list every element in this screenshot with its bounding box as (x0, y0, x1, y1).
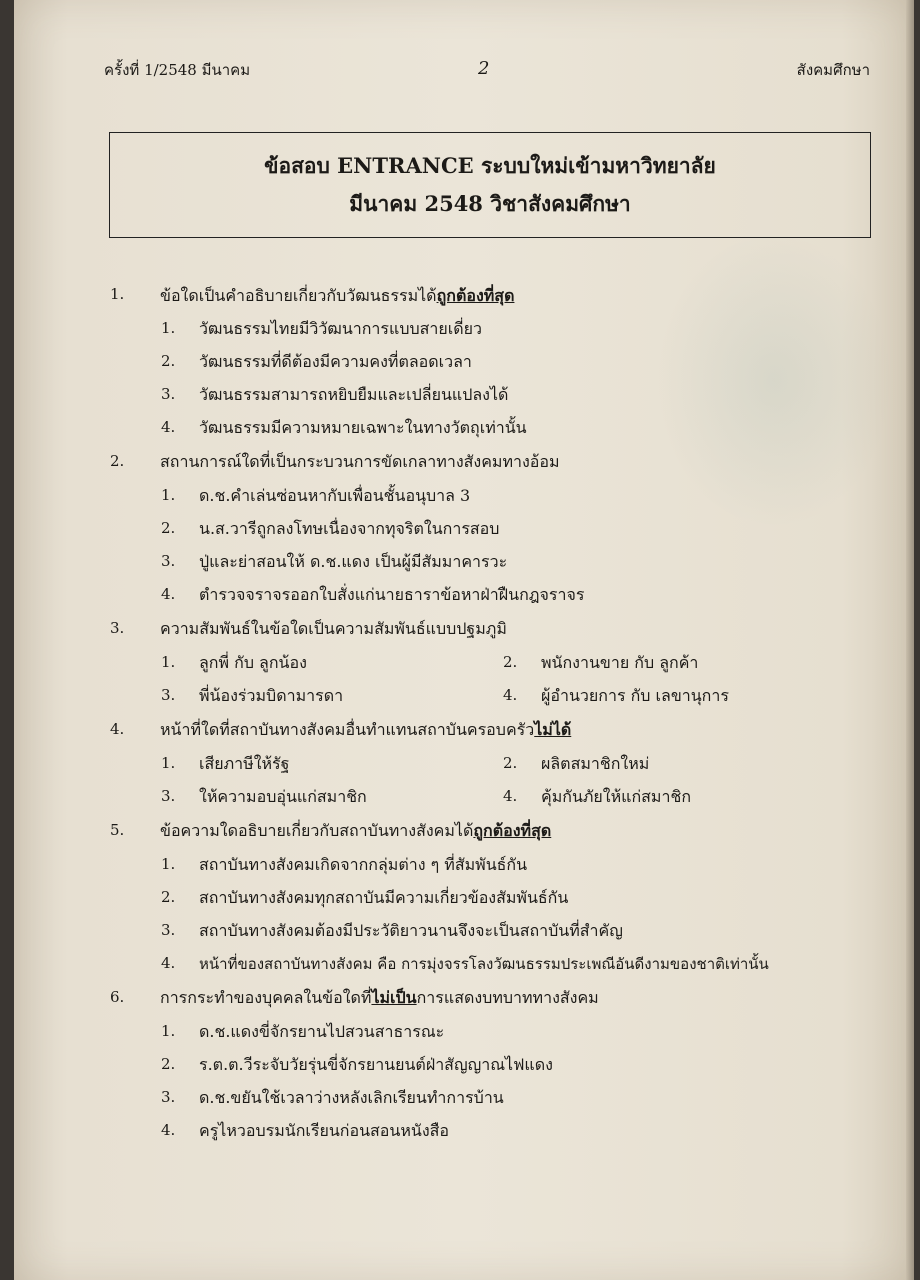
option-text: วัฒนธรรมที่ดีต้องมีความคงที่ตลอดเวลา (199, 352, 472, 371)
question-number: 5. (110, 821, 125, 839)
option-number: 2. (503, 653, 518, 671)
option-number: 2. (161, 352, 176, 370)
question-emphasis: ไม่เป็น (371, 988, 417, 1007)
option-number: 1. (161, 1022, 176, 1040)
option-text: สถาบันทางสังคมทุกสถาบันมีความเกี่ยวข้องสัมพันธ์กัน (199, 888, 569, 907)
option-number: 3. (161, 385, 176, 403)
option-text: ผู้อำนวยการ กับ เลขานุการ (541, 686, 729, 705)
option-text: ครูไหวอบรมนักเรียนก่อนสอนหนังสือ (199, 1121, 449, 1140)
question-text (160, 819, 551, 844)
option-number: 2. (161, 1055, 176, 1073)
question-emphasis: ไม่ได้ (534, 720, 572, 739)
option-text: สถาบันทางสังคมต้องมีประวัติยาวนานจึงจะเป็นสถาบันที่สำคัญ (199, 921, 623, 940)
option-text: วัฒนธรรมมีความหมายเฉพาะในทางวัตถุเท่านั้น (199, 418, 527, 437)
option-text: น.ส.วารีถูกลงโทษเนื่องจากทุจริตในการสอบ (199, 519, 500, 538)
option-number: 4. (161, 1121, 176, 1139)
title-line-2: มีนาคม 2548 วิชาสังคมศึกษา (349, 191, 631, 216)
question-text (160, 284, 514, 309)
question-number: 6. (110, 988, 125, 1006)
option-number: 4. (161, 418, 176, 436)
option-number: 3. (161, 787, 176, 805)
header-left: ครั้งที่ 1/2548 มีนาคม (104, 61, 251, 79)
option-text: ด.ช.ขยันใช้เวลาว่างหลังเลิกเรียนทำการบ้าน (199, 1088, 504, 1107)
option-number: 2. (503, 754, 518, 772)
ink-bleed-through (654, 230, 894, 530)
option-text: วัฒนธรรมไทยมีวิวัฒนาการแบบสายเดี่ยว (199, 319, 482, 338)
question-stem-end: การแสดงบทบาททางสังคม (416, 988, 599, 1007)
option-number: 3. (161, 921, 176, 939)
option-text: ปู่และย่าสอนให้ ด.ช.แดง เป็นผู้มีสัมมาคารวะ (199, 552, 508, 571)
option-number: 1. (161, 855, 176, 873)
option-text: ร.ต.ต.วีระจับวัยรุ่นขี่จักรยานยนต์ฝ่าสัญญาณไฟแดง (199, 1055, 553, 1074)
option-text: ด.ช.แดงขี่จักรยานไปสวนสาธารณะ (199, 1022, 445, 1041)
option-number: 1. (161, 486, 176, 504)
option-text: ตำรวจจราจรออกใบสั่งแก่นายธาราข้อหาฝ่าฝืนกฎจราจร (199, 585, 585, 604)
question-number: 4. (110, 720, 125, 738)
question-number: 1. (110, 285, 125, 303)
question-number: 2. (110, 452, 125, 470)
option-number: 3. (161, 1088, 176, 1106)
option-text: คุ้มกันภัยให้แก่สมาชิก (541, 787, 691, 806)
option-number: 1. (161, 754, 176, 772)
option-number: 3. (161, 552, 176, 570)
option-text: หน้าที่ของสถาบันทางสังคม คือ การมุ่งจรรโลงวัฒนธรรมประเพณีอันดีงามของชาติเท่านั้น (199, 955, 769, 973)
question-text (160, 986, 599, 1011)
option-number: 2. (161, 888, 176, 906)
option-text: เสียภาษีให้รัฐ (199, 754, 290, 773)
question-number: 3. (110, 619, 125, 637)
title-box (109, 132, 871, 238)
question-stem: หน้าที่ใดที่สถาบันทางสังคมอื่นทำแทนสถาบันครอบครัว (160, 720, 535, 739)
option-text: พี่น้องร่วมบิดามารดา (199, 686, 344, 705)
exam-page (14, 0, 914, 1280)
title-line-1: ข้อสอบ ENTRANCE ระบบใหม่เข้ามหาวิทยาลัย (264, 153, 716, 178)
option-number: 4. (503, 686, 518, 704)
question-emphasis: ถูกต้องที่สุด (473, 821, 552, 840)
option-number: 4. (161, 585, 176, 603)
option-text: ให้ความอบอุ่นแก่สมาชิก (199, 787, 367, 806)
question-stem: การกระทำของบุคคลในข้อใดที่ (160, 988, 372, 1007)
page-number: 2 (478, 58, 490, 79)
option-number: 4. (503, 787, 518, 805)
header-subject: สังคมศึกษา (796, 61, 870, 79)
option-number: 3. (161, 686, 176, 704)
option-number: 1. (161, 653, 176, 671)
page-edge (906, 0, 914, 1280)
option-text: พนักงานขาย กับ ลูกค้า (541, 653, 699, 672)
option-text: ด.ช.คำเล่นซ่อนหากับเพื่อนชั้นอนุบาล 3 (199, 486, 471, 505)
question-text (160, 718, 571, 743)
option-number: 1. (161, 319, 176, 337)
question-stem: ข้อใดเป็นคำอธิบายเกี่ยวกับวัฒนธรรมได้ (160, 286, 437, 305)
option-text: ผลิตสมาชิกใหม่ (541, 754, 650, 773)
option-text: วัฒนธรรมสามารถหยิบยืมและเปลี่ยนแปลงได้ (199, 385, 509, 404)
question-text: ความสัมพันธ์ในข้อใดเป็นความสัมพันธ์แบบปฐมภูมิ (160, 619, 507, 638)
option-text: ลูกพี่ กับ ลูกน้อง (199, 653, 307, 672)
question-stem: ข้อความใดอธิบายเกี่ยวกับสถาบันทางสังคมได้ (160, 821, 474, 840)
question-emphasis: ถูกต้องที่สุด (436, 286, 515, 305)
option-number: 4. (161, 954, 176, 972)
option-number: 2. (161, 519, 176, 537)
question-text: สถานการณ์ใดที่เป็นกระบวนการขัดเกลาทางสังคมทางอ้อม (160, 452, 560, 471)
option-text: สถาบันทางสังคมเกิดจากกลุ่มต่าง ๆ ที่สัมพันธ์กัน (199, 855, 528, 874)
